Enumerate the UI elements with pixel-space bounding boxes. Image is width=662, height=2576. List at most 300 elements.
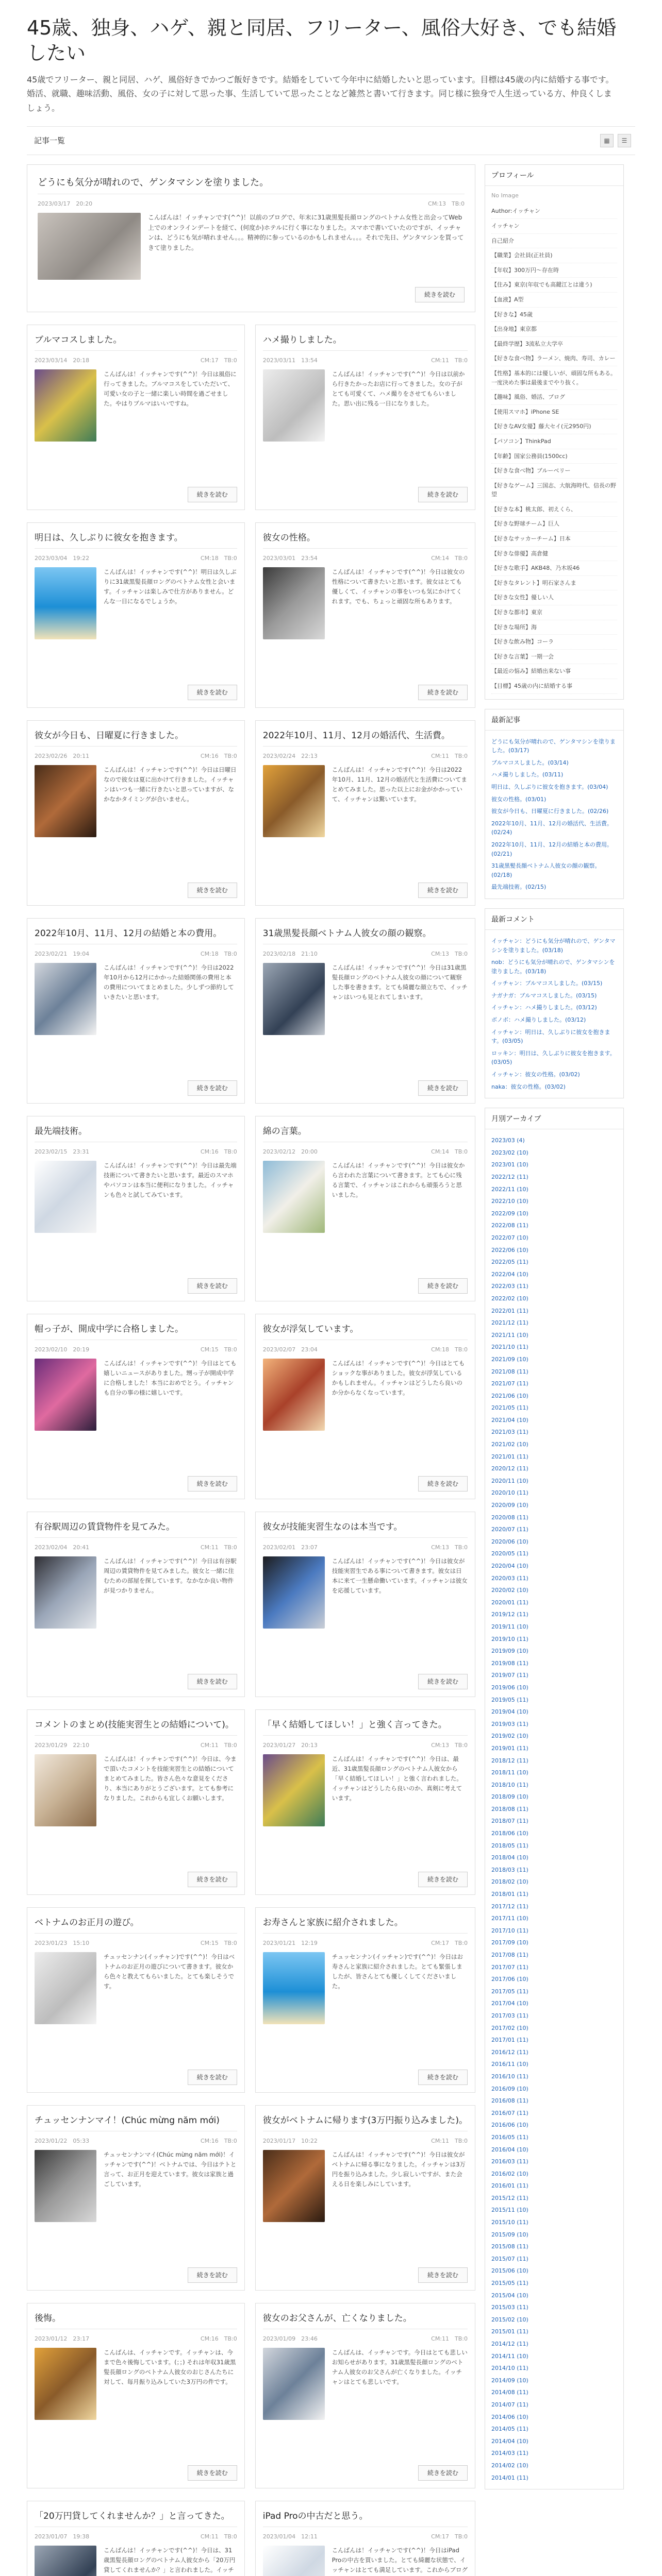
archive-link[interactable]: 2023/01 (10) bbox=[491, 1161, 528, 1168]
post-title[interactable]: 綿の言葉。 bbox=[263, 1124, 468, 1142]
recent-article-link[interactable]: 2022年10月、11月、12月の結婚と本の費用。(02/21) bbox=[491, 841, 613, 857]
archive-link[interactable]: 2016/10 (11) bbox=[491, 2073, 528, 2080]
post-meta bbox=[35, 1543, 237, 1551]
profile-item: 【好きな食べ物】ブルーベリー bbox=[491, 464, 617, 479]
post-stats[interactable]: CM:13 TB:0 bbox=[428, 200, 465, 207]
archive-link[interactable]: 2015/10 (11) bbox=[491, 2219, 528, 2226]
profile-item: 【パソコン】ThinkPad bbox=[491, 434, 617, 449]
archive-link[interactable]: 2022/03 (11) bbox=[491, 1283, 528, 1290]
post-card bbox=[255, 1314, 475, 1499]
archive-link[interactable]: 2016/01 (11) bbox=[491, 2182, 528, 2190]
post-card bbox=[27, 2105, 245, 2291]
post-thumbnail[interactable] bbox=[263, 567, 325, 639]
recent-comment-link[interactable]: イッチャン：どうにも気分が晴れので、ゲンタマシンを塗りました。(03/18) bbox=[491, 937, 616, 954]
archive-link[interactable]: 2016/08 (11) bbox=[491, 2097, 528, 2105]
post-title[interactable]: ブルマコスしました。 bbox=[35, 332, 237, 351]
recent-article-link[interactable]: 彼女の性格。(03/01) bbox=[491, 795, 547, 803]
recent-article-link[interactable]: 明日は、久しぶりに彼女を抱きます。(03/04) bbox=[491, 783, 608, 790]
post-card bbox=[255, 325, 475, 510]
read-more-button[interactable]: 続きを読む bbox=[188, 487, 237, 502]
archive-link[interactable]: 2018/01 (11) bbox=[491, 1891, 528, 1898]
archive-link[interactable]: 2021/07 (11) bbox=[491, 1380, 528, 1387]
post-stats[interactable]: CM:18 TB:0 bbox=[431, 1346, 468, 1353]
read-more-button[interactable]: 続きを読む bbox=[415, 287, 465, 302]
archive-link[interactable]: 2017/05 (11) bbox=[491, 1988, 528, 1995]
post-thumbnail[interactable] bbox=[35, 2348, 96, 2420]
profile-item: 【性格】基本的には優しいが、頑固な所もある。一度決めた事は最後までやり抜く。 bbox=[491, 366, 617, 390]
post-stats[interactable]: CM:15 TB:0 bbox=[200, 1939, 237, 1946]
post-title[interactable]: 「早く結婚してほしい！」と強く言ってきた。 bbox=[263, 1717, 468, 1736]
archive-link[interactable]: 2018/07 (11) bbox=[491, 1818, 528, 1825]
post-title[interactable]: 彼女のお父さんが、亡くなりました。 bbox=[263, 2311, 468, 2329]
archive-link[interactable]: 2021/03 (11) bbox=[491, 1429, 528, 1436]
post-title[interactable]: 帽っ子が、開成中学に合格しました。 bbox=[35, 1321, 237, 1340]
read-more-button[interactable]: 続きを読む bbox=[188, 883, 237, 898]
site-header bbox=[0, 0, 662, 115]
archive-link[interactable]: 2018/02 (10) bbox=[491, 1878, 528, 1886]
read-more-button[interactable]: 続きを読む bbox=[418, 1080, 468, 1096]
archive-link[interactable]: 2017/12 (11) bbox=[491, 1903, 528, 1910]
archive-link[interactable]: 2015/12 (11) bbox=[491, 2194, 528, 2201]
post-thumbnail[interactable] bbox=[263, 1556, 325, 1629]
post-body bbox=[35, 963, 237, 1038]
post-card bbox=[255, 1907, 475, 2093]
post-stats[interactable]: CM:11 TB:0 bbox=[200, 1741, 237, 1749]
post-stats[interactable]: CM:13 TB:0 bbox=[431, 950, 468, 957]
post-stats[interactable]: CM:18 TB:0 bbox=[200, 554, 237, 562]
post-thumbnail[interactable] bbox=[35, 2546, 96, 2576]
archive-link[interactable]: 2019/02 (10) bbox=[491, 1733, 528, 1740]
nav-link-articles[interactable]: 記事一覧 bbox=[34, 136, 65, 146]
post-stats[interactable]: CM:16 TB:0 bbox=[200, 2335, 237, 2342]
post-thumbnail[interactable] bbox=[263, 963, 325, 1035]
post-excerpt: こんばんは！イッチャンです(^^)！今日は、今まで頂いたコメントを技能実習生との結婚についてまとめてみました。皆さん色々な意見をくださり、本当にありがとうございます。とても参考になりました。これからも宜しくお願いします。 bbox=[104, 1755, 237, 1802]
post-thumbnail[interactable] bbox=[35, 1556, 96, 1629]
post-card bbox=[255, 2501, 475, 2576]
post-date: 2023/03/17 20:20 bbox=[38, 200, 93, 207]
post-title[interactable]: 明日は、久しぶりに彼女を抱きます。 bbox=[35, 530, 237, 549]
post-excerpt: こんばんは！イッチャンです(^^)！今日は彼女がベトナムに帰る事になりました。イッチャンは3万円を振り込みました。少し寂しいですが、また会える日を楽しみにしています。 bbox=[332, 2150, 466, 2188]
archive-link[interactable]: 2020/02 (10) bbox=[491, 1587, 528, 1594]
post-excerpt: こんばんは！イッチャンです(^^)！今日は彼女が技能実習生である事について書きます。彼女は日本に来て一生懸命働いています。イッチャンは彼女を応援しています。 bbox=[332, 1557, 468, 1594]
post-stats[interactable]: CM:11 TB:0 bbox=[431, 2137, 468, 2144]
archive-link[interactable]: 2020/05 (11) bbox=[491, 1550, 528, 1557]
read-more-button[interactable]: 続きを読む bbox=[188, 1278, 237, 1294]
profile-item: 【年齢】国家公務員(1500cc) bbox=[491, 449, 617, 464]
archive-link[interactable]: 2017/09 (10) bbox=[491, 1939, 528, 1946]
archive-link[interactable]: 2022/09 (10) bbox=[491, 1210, 528, 1217]
archive-link[interactable]: 2018/03 (11) bbox=[491, 1866, 528, 1873]
post-title[interactable]: 最先端技術。 bbox=[35, 1124, 237, 1142]
archive-link[interactable]: 2015/05 (11) bbox=[491, 2280, 528, 2287]
post-meta bbox=[35, 2532, 237, 2540]
post-title[interactable]: ハメ撮りしました。 bbox=[263, 332, 468, 351]
archive-link[interactable]: 2018/11 (10) bbox=[491, 1769, 528, 1776]
post-thumbnail[interactable] bbox=[263, 1952, 325, 2024]
post-thumbnail[interactable] bbox=[38, 213, 141, 280]
archive-link[interactable]: 2021/11 (10) bbox=[491, 1331, 528, 1338]
profile-noimage: No Image bbox=[491, 192, 519, 199]
read-more-button[interactable]: 続きを読む bbox=[188, 1872, 237, 1887]
read-more-button[interactable]: 続きを読む bbox=[188, 2465, 237, 2481]
archive-link[interactable]: 2022/05 (11) bbox=[491, 1259, 528, 1266]
grid-view-icon[interactable]: ▦ bbox=[600, 134, 614, 147]
archive-link[interactable]: 2020/11 (10) bbox=[491, 1477, 528, 1484]
archive-link[interactable]: 2018/10 (11) bbox=[491, 1781, 528, 1788]
read-more-button[interactable]: 続きを読む bbox=[188, 2070, 237, 2085]
archive-link[interactable]: 2016/11 (10) bbox=[491, 2061, 528, 2068]
sidebar bbox=[485, 164, 624, 2576]
recent-comment-link[interactable]: naka：彼女の性格。(03/02) bbox=[491, 1083, 566, 1090]
archive-link[interactable]: 2019/11 (10) bbox=[491, 1623, 528, 1630]
recent-article-link[interactable]: 最先端技術。(02/15) bbox=[491, 884, 547, 891]
archive-link[interactable]: 2017/07 (11) bbox=[491, 1963, 528, 1971]
archive-link[interactable]: 2016/12 (11) bbox=[491, 2048, 528, 2056]
post-title[interactable]: 彼女がベトナムに帰ります(3万円振り込みました)。 bbox=[263, 2113, 468, 2131]
profile-item: 【好きな都市】東京 bbox=[491, 605, 617, 620]
archive-link[interactable]: 2015/01 (11) bbox=[491, 2328, 528, 2335]
post-title[interactable]: iPad Proの中古だと思う。 bbox=[263, 2509, 468, 2527]
post-card bbox=[27, 522, 245, 708]
post-stats[interactable]: CM:13 TB:0 bbox=[431, 1741, 468, 1749]
archive-link[interactable]: 2015/04 (10) bbox=[491, 2292, 528, 2299]
post-excerpt: こんばんは！イッチャンです(^^)！今日は31歳黒髪長顔ロングのベトナム人彼女の顔について観察した事を書きます。とても綺麗な顔立ちで、イッチャンはいつも見とれてしまいます。 bbox=[332, 963, 468, 1001]
archive-link[interactable]: 2015/07 (11) bbox=[491, 2255, 528, 2262]
archive-link[interactable]: 2018/06 (10) bbox=[491, 1830, 528, 1837]
read-more-button[interactable]: 続きを読む bbox=[188, 1080, 237, 1096]
archive-link[interactable]: 2016/06 (10) bbox=[491, 2122, 528, 2129]
archive-link[interactable]: 2015/06 (10) bbox=[491, 2267, 528, 2275]
archive-link[interactable]: 2014/01 (11) bbox=[491, 2474, 528, 2481]
post-stats[interactable]: CM:17 TB:0 bbox=[431, 2533, 468, 2540]
recent-article-link[interactable]: 31歳黒髪長顔ベトナム人彼女の顔の観察。(02/18) bbox=[491, 862, 601, 878]
read-more-button[interactable]: 続きを読む bbox=[418, 2070, 468, 2085]
post-body bbox=[35, 1161, 237, 1236]
post-title[interactable]: 2022年10月、11月、12月の婚活代、生活費。 bbox=[263, 728, 468, 747]
archive-link[interactable]: 2014/12 (11) bbox=[491, 2341, 528, 2347]
post-thumbnail[interactable] bbox=[263, 2348, 325, 2420]
post-card bbox=[27, 325, 245, 510]
read-more-button[interactable]: 続きを読む bbox=[418, 1278, 468, 1294]
archive-link[interactable]: 2015/03 (11) bbox=[491, 2304, 528, 2311]
archive-link[interactable]: 2022/01 (11) bbox=[491, 1307, 528, 1314]
archive-link[interactable]: 2019/10 (11) bbox=[491, 1635, 528, 1642]
recent-comment-link[interactable]: ロッキン：明日は、久しぶりに彼女を抱きます。(03/05) bbox=[491, 1049, 616, 1066]
archive-link[interactable]: 2017/11 (10) bbox=[491, 1915, 528, 1922]
post-title[interactable]: 31歳黒髪長顔ベトナム人彼女の顔の観察。 bbox=[263, 926, 468, 944]
post-title[interactable]: チュッセンナンマイ！(Chúc mừng năm mới) bbox=[35, 2113, 237, 2131]
read-more-button[interactable]: 続きを読む bbox=[418, 1476, 468, 1492]
read-more-button[interactable]: 続きを読む bbox=[188, 1674, 237, 1689]
archive-link[interactable]: 2021/08 (11) bbox=[491, 1368, 528, 1375]
post-thumbnail[interactable] bbox=[35, 1161, 96, 1233]
post-card bbox=[27, 1314, 245, 1499]
archive-link[interactable]: 2022/11 (10) bbox=[491, 1185, 528, 1193]
post-stats[interactable]: CM:11 TB:0 bbox=[200, 2533, 237, 2540]
post-card bbox=[27, 720, 245, 906]
archive-link[interactable]: 2014/06 (10) bbox=[491, 2413, 528, 2420]
archive-link[interactable]: 2014/08 (11) bbox=[491, 2389, 528, 2396]
archive-link[interactable]: 2022/12 (11) bbox=[491, 1174, 528, 1180]
archive-link[interactable]: 2014/05 (11) bbox=[491, 2426, 528, 2433]
read-more-button[interactable]: 続きを読む bbox=[418, 1674, 468, 1689]
post-thumbnail[interactable] bbox=[35, 1952, 96, 2024]
archive-link[interactable]: 2019/01 (11) bbox=[491, 1744, 528, 1752]
archive-link[interactable]: 2020/03 (11) bbox=[491, 1574, 528, 1582]
post-title[interactable]: 有谷駅周辺の賃貸物件を見てみた。 bbox=[35, 1519, 237, 1538]
post-date: 2023/01/27 20:13 bbox=[262, 1741, 318, 1749]
archive-link[interactable]: 2020/04 (10) bbox=[491, 1563, 528, 1569]
profile-item: 【好きな野球チーム】巨人 bbox=[491, 517, 617, 532]
archive-link[interactable]: 2022/06 (10) bbox=[491, 1246, 528, 1253]
post-stats[interactable]: CM:17 TB:0 bbox=[200, 357, 237, 364]
post-thumbnail[interactable] bbox=[263, 1754, 325, 1826]
post-stats[interactable]: CM:14 TB:0 bbox=[431, 1148, 468, 1155]
post-body bbox=[35, 2546, 237, 2576]
archive-link[interactable]: 2023/03 (4) bbox=[491, 1137, 525, 1144]
post-title[interactable]: 後悔。 bbox=[35, 2311, 237, 2329]
post-title[interactable]: 彼女の性格。 bbox=[263, 530, 468, 549]
post-thumbnail[interactable] bbox=[263, 765, 325, 837]
post-date: 2023/01/07 19:38 bbox=[35, 2533, 90, 2540]
post-thumbnail[interactable] bbox=[35, 369, 96, 442]
list-view-icon[interactable]: ☰ bbox=[618, 134, 631, 147]
post-stats[interactable]: CM:18 TB:0 bbox=[200, 950, 237, 957]
post-thumbnail[interactable] bbox=[263, 369, 325, 442]
archive-link[interactable]: 2015/11 (10) bbox=[491, 2207, 528, 2214]
post-meta bbox=[263, 1543, 468, 1551]
post-title[interactable]: コメントのまとめ(技能実習生との結婚について)。 bbox=[35, 1717, 237, 1736]
recent-article-link[interactable]: ハメ撮りしました。(03/11) bbox=[491, 771, 564, 778]
post-title[interactable]: ベトナムのお正月の遊び。 bbox=[35, 1915, 237, 1934]
recent-article-link[interactable]: ブルマコスしました。(03/14) bbox=[491, 759, 569, 766]
post-date: 2023/03/14 20:18 bbox=[35, 357, 90, 364]
site-title[interactable]: 45歳、独身、ハゲ、親と同居、フリーター、風俗大好き、でも結婚したい bbox=[27, 16, 617, 64]
read-more-button[interactable]: 続きを読む bbox=[418, 2465, 468, 2481]
archive-link[interactable]: 2020/10 (11) bbox=[491, 1489, 528, 1497]
recent-articles-list bbox=[485, 731, 623, 899]
post-excerpt: こんばんは、イッチャンです。今日はとても悲しいお知らせがあります。31歳黒髪長顔ロングのベトナム人彼女のお父さんが亡くなりました。イッチャンはとても悲しいです。 bbox=[332, 2348, 468, 2385]
post-body bbox=[35, 2150, 237, 2225]
post-excerpt: こんばんは！イッチャンです(^^)！明日は久しぶりに31歳黒髪長顔ロングのベトナム女性と会います。イッチャンは楽しみで仕方がありません。どんな一日になるでしょうか。 bbox=[104, 568, 237, 605]
archive-link[interactable]: 2016/07 (11) bbox=[491, 2109, 528, 2116]
archive-link[interactable]: 2019/07 (11) bbox=[491, 1672, 528, 1679]
archive-link[interactable]: 2017/02 (10) bbox=[491, 2024, 528, 2031]
archive-link[interactable]: 2014/02 (10) bbox=[491, 2462, 528, 2469]
post-date: 2023/01/09 23:46 bbox=[262, 2335, 318, 2342]
post-body bbox=[35, 1556, 237, 1632]
archive-link[interactable]: 2020/09 (10) bbox=[491, 1502, 528, 1509]
post-stats[interactable]: CM:11 TB:0 bbox=[431, 357, 468, 364]
profile-item: 【血液】A型 bbox=[491, 293, 617, 308]
archive-link[interactable]: 2022/04 (10) bbox=[491, 1270, 528, 1278]
archive-link[interactable]: 2017/06 (10) bbox=[491, 1976, 528, 1983]
post-excerpt: こんばんは！イッチャンです(^^)！今日は彼女の性格について書きたいと思います。彼女はとても優しくて、イッチャンの事をいつも気にかけてくれます。でも、ちょっと頑固な所もあります。 bbox=[332, 568, 465, 605]
archive-link[interactable]: 2014/03 (11) bbox=[491, 2450, 528, 2457]
recent-article-link[interactable]: 彼女が今日も、日曜夏に行きました。(02/26) bbox=[491, 808, 609, 815]
archive-link[interactable]: 2021/09 (10) bbox=[491, 1355, 528, 1363]
archive-link[interactable]: 2018/09 (10) bbox=[491, 1793, 528, 1801]
archive-link[interactable]: 2018/08 (11) bbox=[491, 1805, 528, 1812]
archive-link[interactable]: 2021/12 (11) bbox=[491, 1319, 528, 1327]
profile-heading: プロフィール bbox=[485, 165, 623, 186]
read-more-button[interactable]: 続きを読む bbox=[418, 685, 468, 700]
archive-link[interactable]: 2014/10 (11) bbox=[491, 2365, 528, 2372]
post-date: 2023/02/10 20:19 bbox=[35, 1346, 90, 1353]
archive-link[interactable]: 2019/05 (11) bbox=[491, 1696, 528, 1703]
archive-link[interactable]: 2019/06 (10) bbox=[491, 1684, 528, 1691]
post-body bbox=[38, 213, 465, 280]
archive-link[interactable]: 2017/08 (11) bbox=[491, 1952, 528, 1958]
archive-link[interactable]: 2022/08 (11) bbox=[491, 1222, 528, 1229]
archive-link[interactable]: 2021/01 (11) bbox=[491, 1453, 528, 1460]
archive-link[interactable]: 2021/05 (11) bbox=[491, 1404, 528, 1412]
read-more-button[interactable]: 続きを読む bbox=[418, 2267, 468, 2283]
post-thumbnail[interactable] bbox=[35, 2150, 96, 2222]
archive-link[interactable]: 2022/07 (10) bbox=[491, 1234, 528, 1241]
archive-link[interactable]: 2017/03 (11) bbox=[491, 2012, 528, 2019]
post-stats[interactable]: CM:11 TB:0 bbox=[431, 752, 468, 759]
post-stats[interactable]: CM:11 TB:0 bbox=[431, 2335, 468, 2342]
post-title[interactable]: 2022年10月、11月、12月の結婚と本の費用。 bbox=[35, 926, 237, 944]
archive-link[interactable]: 2015/09 (10) bbox=[491, 2231, 528, 2238]
post-thumbnail[interactable] bbox=[35, 1359, 96, 1431]
recent-article-link[interactable]: 2022年10月、11月、12月の婚活代、生活費。(02/24) bbox=[491, 820, 613, 836]
archive-link[interactable]: 2019/03 (11) bbox=[491, 1720, 528, 1727]
post-excerpt: こんばんは！イッチャンです(^^)！今日は風俗に行ってきました。ブルマコスをしていただいて、可愛い女の子と一緒に楽しい時間を過ごせました。やはりブルマはいいですね。 bbox=[104, 370, 237, 407]
archive-link[interactable]: 2021/10 (11) bbox=[491, 1344, 528, 1351]
archive-link[interactable]: 2022/10 (10) bbox=[491, 1198, 528, 1205]
post-title[interactable]: お寿さんと家族に紹介されました。 bbox=[263, 1915, 468, 1934]
recent-comment-link[interactable]: イッチャン：ハメ撮りしました。(03/12) bbox=[491, 1004, 597, 1011]
recent-comment-link[interactable]: イッチャン：明日は、久しぶりに彼女を抱きます。(03/05) bbox=[491, 1028, 610, 1045]
recent-comment-link[interactable]: ボノボ：ハメ撮りしました。(03/12) bbox=[491, 1016, 586, 1024]
post-thumbnail[interactable] bbox=[263, 2150, 325, 2222]
read-more-button[interactable]: 続きを読む bbox=[418, 883, 468, 898]
post-stats[interactable]: CM:14 TB:0 bbox=[431, 554, 468, 562]
post-title[interactable]: 彼女が浮気しています。 bbox=[263, 1321, 468, 1340]
post-stats[interactable]: CM:15 TB:0 bbox=[200, 1346, 237, 1353]
archive-link[interactable]: 2018/04 (10) bbox=[491, 1854, 528, 1861]
post-body bbox=[35, 1359, 237, 1434]
post-meta bbox=[263, 2532, 468, 2540]
nav-bar bbox=[27, 126, 635, 155]
read-more-button[interactable]: 続きを読む bbox=[188, 685, 237, 700]
profile-item: 【年収】300万円〜存在時 bbox=[491, 263, 617, 278]
archive-link[interactable]: 2021/04 (10) bbox=[491, 1416, 528, 1423]
post-stats[interactable]: CM:16 TB:0 bbox=[200, 752, 237, 759]
profile-item: 【職業】会社員(正社員) bbox=[491, 248, 617, 263]
recent-comment-link[interactable]: nob：どうにも気分が晴れので、ゲンタマシンを塗りました。(03/18) bbox=[491, 959, 615, 975]
post-stats[interactable]: CM:16 TB:0 bbox=[200, 2137, 237, 2144]
archive-link[interactable]: 2014/11 (10) bbox=[491, 2352, 528, 2360]
post-meta bbox=[263, 356, 468, 364]
post-card bbox=[27, 2303, 245, 2488]
read-more-button[interactable]: 続きを読む bbox=[188, 1476, 237, 1492]
archive-link[interactable]: 2020/08 (11) bbox=[491, 1514, 528, 1521]
profile-item: 【好きな本】桃太郎、初えくら、 bbox=[491, 502, 617, 517]
post-date: 2023/01/04 12:11 bbox=[262, 2533, 318, 2540]
read-more-button[interactable]: 続きを読む bbox=[418, 487, 468, 502]
post-title[interactable]: 彼女が技能実習生なのは本当です。 bbox=[263, 1519, 468, 1538]
archive-link[interactable]: 2014/04 (10) bbox=[491, 2437, 528, 2445]
post-thumbnail[interactable] bbox=[35, 1754, 96, 1826]
archive-link[interactable]: 2019/09 (10) bbox=[491, 1648, 528, 1655]
post-excerpt: こんばんは！イッチャンです(^^)！今日は、最近、31歳黒髪長顔ロングのベトナム人彼女から「早く結婚してほしい！」と強く言われました。イッチャンはどうしたら良いのか、真剣に考えています。 bbox=[332, 1755, 462, 1802]
profile-item: 【好きな飲み物】コーラ bbox=[491, 635, 617, 650]
profile-item: Author:イッチャン bbox=[491, 204, 617, 219]
post-title[interactable]: 「20万円貸してくれませんか？」と言ってきた。 bbox=[35, 2509, 237, 2527]
post-stats[interactable]: CM:11 TB:0 bbox=[200, 1544, 237, 1551]
archive-link[interactable]: 2019/04 (10) bbox=[491, 1708, 528, 1716]
read-more-button[interactable]: 続きを読む bbox=[418, 1872, 468, 1887]
archive-link[interactable]: 2016/02 (10) bbox=[491, 2170, 528, 2177]
archive-link[interactable]: 2020/07 (11) bbox=[491, 1526, 528, 1533]
archive-link[interactable]: 2022/02 (10) bbox=[491, 1295, 528, 1302]
recent-comment-link[interactable]: ナガナガ：ブルマコスしました。(03/15) bbox=[491, 992, 597, 999]
post-thumbnail[interactable] bbox=[35, 567, 96, 639]
recent-comments-box bbox=[485, 908, 624, 1098]
post-meta bbox=[35, 1939, 237, 1947]
post-excerpt: こんばんは！イッチャンです(^^)！今日は2022年10月、11月、12月の婚活代と生活費についてまとめてみました。思った以上にお金がかかっていて、イッチャンは驚いています。 bbox=[332, 766, 467, 803]
post-stats[interactable]: CM:16 TB:0 bbox=[200, 1148, 237, 1155]
profile-item: 【使用スマホ】iPhone SE bbox=[491, 405, 617, 420]
archive-link[interactable]: 2014/07 (11) bbox=[491, 2401, 528, 2408]
archive-link[interactable]: 2017/04 (10) bbox=[491, 2000, 528, 2007]
archive-link[interactable]: 2021/02 (10) bbox=[491, 1441, 528, 1448]
archive-link[interactable]: 2016/05 (11) bbox=[491, 2133, 528, 2141]
post-card bbox=[255, 1116, 475, 1301]
recent-article-link[interactable]: どうにも気分が晴れので、ゲンタマシンを塗りました。(03/17) bbox=[491, 738, 616, 754]
archive-link[interactable]: 2019/08 (11) bbox=[491, 1659, 528, 1667]
archive-link[interactable]: 2020/12 (11) bbox=[491, 1465, 528, 1472]
archive-link[interactable]: 2016/04 (10) bbox=[491, 2146, 528, 2153]
archive-link[interactable]: 2017/10 (11) bbox=[491, 1927, 528, 1934]
archive-link[interactable]: 2021/06 (10) bbox=[491, 1392, 528, 1399]
archive-link[interactable]: 2020/06 (10) bbox=[491, 1538, 528, 1545]
archive-link[interactable]: 2023/02 (10) bbox=[491, 1149, 528, 1156]
post-grid bbox=[27, 325, 475, 2576]
post-excerpt: こんばんは！イッチャンです(^^)！今日は最先端技術について書きたいと思います。最近のスマホやパソコンは本当に便利になりました。イッチャンも色々と試してみています。 bbox=[104, 1161, 237, 1198]
post-thumbnail[interactable] bbox=[263, 2546, 325, 2576]
archive-link[interactable]: 2016/03 (11) bbox=[491, 2158, 528, 2165]
archive-link[interactable]: 2017/01 (11) bbox=[491, 2037, 528, 2044]
recent-comment-link[interactable]: イッチャン：ブルマコスしました。(03/15) bbox=[491, 980, 603, 987]
post-thumbnail[interactable] bbox=[263, 1161, 325, 1233]
archive-link[interactable]: 2014/09 (10) bbox=[491, 2377, 528, 2384]
post-stats[interactable]: CM:13 TB:0 bbox=[431, 1544, 468, 1551]
archive-link[interactable]: 2018/05 (11) bbox=[491, 1842, 528, 1849]
archive-link[interactable]: 2015/08 (11) bbox=[491, 2243, 528, 2250]
archive-link[interactable]: 2018/12 (11) bbox=[491, 1757, 528, 1764]
post-thumbnail[interactable] bbox=[35, 963, 96, 1035]
archive-link[interactable]: 2016/09 (10) bbox=[491, 2085, 528, 2092]
post-meta bbox=[263, 554, 468, 562]
post-stats[interactable]: CM:17 TB:0 bbox=[431, 1939, 468, 1946]
post-title[interactable]: 彼女が今日も、日曜夏に行きました。 bbox=[35, 728, 237, 747]
post-thumbnail[interactable] bbox=[35, 765, 96, 837]
read-more-button[interactable]: 続きを読む bbox=[188, 2267, 237, 2283]
post-date: 2023/03/11 13:54 bbox=[262, 357, 318, 364]
post-title[interactable]: どうにも気分が晴れので、ゲンタマシンを塗りました。 bbox=[38, 175, 465, 194]
archive-link[interactable]: 2020/01 (11) bbox=[491, 1599, 528, 1606]
post-thumbnail[interactable] bbox=[263, 1359, 325, 1431]
archive-link[interactable]: 2015/02 (10) bbox=[491, 2316, 528, 2323]
archive-link[interactable]: 2019/12 (11) bbox=[491, 1611, 528, 1618]
post-date: 2023/02/12 20:00 bbox=[262, 1148, 318, 1155]
recent-comment-link[interactable]: イッチャン：彼女の性格。(03/02) bbox=[491, 1071, 580, 1078]
post-body bbox=[263, 1754, 468, 1829]
